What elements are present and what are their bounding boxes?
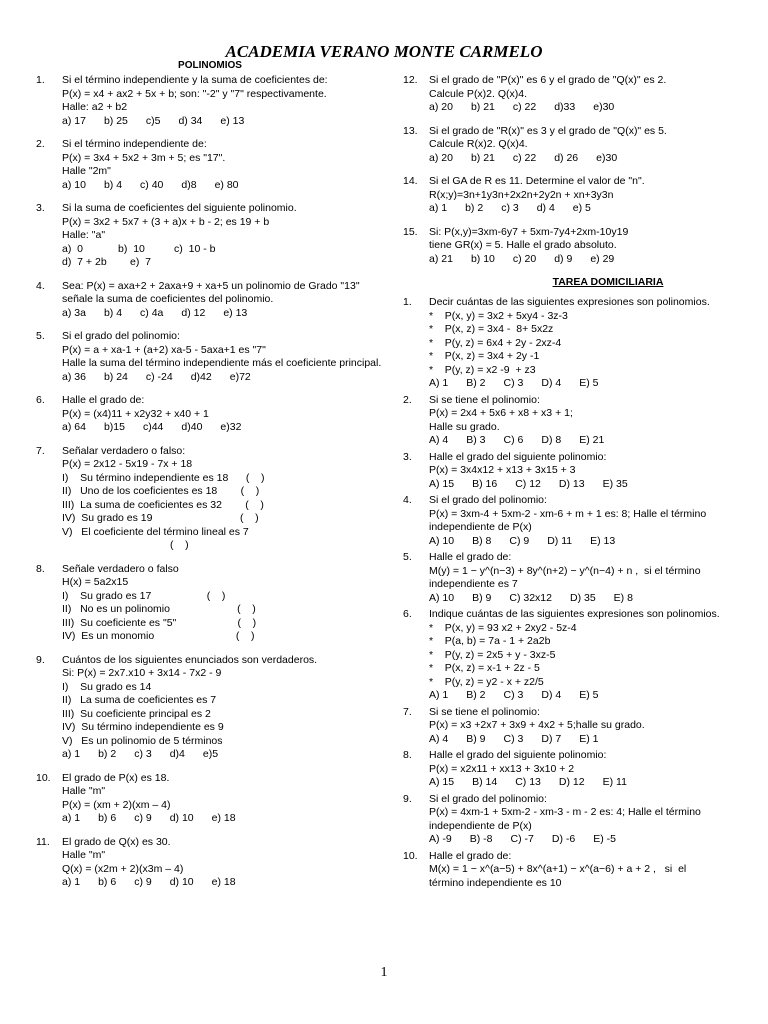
answer-option: A) 10: [429, 591, 455, 604]
answer-option: a) 1: [62, 812, 81, 824]
answer-option: E) -5: [593, 833, 616, 845]
answer-option: c) 3: [134, 748, 152, 760]
question-number: 8.: [36, 562, 45, 575]
question-line: ( ): [62, 539, 189, 551]
question-line: P(x) = 2x12 - 5x19 - 7x + 18: [62, 458, 193, 470]
answer-option: c) -24: [145, 370, 173, 383]
answer-option: C) 3: [503, 377, 524, 389]
answer-option: d) 10: [169, 876, 194, 888]
question: [403, 706, 753, 747]
answer-option: B) 9: [466, 732, 486, 745]
answer-options: [36, 421, 384, 435]
answer-option: a) 3a: [62, 306, 86, 319]
answer-option: a) 20: [429, 101, 453, 113]
answer-options: [403, 833, 753, 847]
question-stem: Si el grado del polinomio:: [429, 494, 547, 506]
question-line: Q(x) = (x2m + 2)(x3m – 4): [62, 862, 184, 875]
answer-option: d) 10: [169, 812, 194, 824]
answer-option: A) 15: [429, 776, 455, 788]
answer-option: a) 64: [62, 421, 86, 433]
question: [403, 394, 753, 448]
answer-option: d) 9: [554, 252, 573, 265]
question: [36, 445, 384, 553]
right-column: [403, 74, 753, 893]
question-line: P(x) = x4 + ax2 + 5x + b; son: "-2" y "7" respectivamente.: [62, 87, 327, 100]
question-number: 7.: [36, 444, 45, 457]
question-number: 1.: [403, 296, 412, 308]
answer-options: [403, 535, 753, 549]
answer-option: e)30: [596, 151, 618, 164]
answer-option: a) 17: [62, 114, 86, 127]
answer-options: [36, 876, 384, 890]
question-number: 3.: [403, 450, 412, 463]
question-line: II) Uno de los coeficientes es 18 ( ): [62, 485, 260, 497]
question: [403, 451, 753, 492]
answer-option: c) 22: [512, 151, 537, 164]
question-line: II) La suma de coeficientes es 7: [62, 694, 217, 706]
answer-option: E) 21: [579, 434, 605, 446]
question-line: Calcule P(x)2. Q(x)4.: [429, 87, 528, 100]
question-number: 10.: [403, 849, 418, 862]
question-line: * P(x, z) = x-1 + 2z - 5: [429, 662, 540, 674]
answer-option: E) 5: [579, 377, 599, 389]
question-number: 6.: [403, 608, 412, 620]
question-stem: El grado de P(x) es 18.: [62, 771, 170, 784]
answer-option: b) 2: [98, 748, 117, 760]
answer-option: D) 13: [558, 477, 585, 490]
answer-option: e)32: [220, 421, 242, 433]
answer-option: e) 5: [572, 202, 591, 214]
answer-option: c)5: [145, 114, 161, 127]
question-number: 13.: [403, 124, 418, 137]
answer-option: d) 34: [178, 114, 203, 127]
section-subtitle: POLINOMIOS: [178, 60, 242, 71]
question-line: P(x) = a + xa-1 + (a+2) xa-5 - 5axa+1 es "7": [62, 343, 266, 356]
question-stem: Si el grado del polinomio:: [62, 330, 180, 342]
answer-option: A) 1: [429, 689, 449, 701]
question-line: * P(x, y) = 3x2 + 5xy4 - 3z-3: [429, 309, 568, 322]
question-line: Halle la suma del término independiente más el coeficiente principal.: [62, 357, 382, 369]
question-stem: El grado de Q(x) es 30.: [62, 835, 171, 848]
answer-option: b)15: [103, 421, 125, 433]
answer-option: b) 6: [98, 876, 117, 888]
question-number: 12.: [403, 74, 418, 86]
question-line: III) Su coeficiente principal es 2: [62, 707, 211, 720]
question: [403, 850, 753, 891]
question-line: III) Su coeficiente es "5" ( ): [62, 616, 257, 629]
answer-option: c) 4a: [140, 306, 164, 319]
question-stem: Si se tiene el polinomio:: [429, 705, 540, 718]
question-line: M(x) = 1 − x^(a−5) + 8x^(a+1) − x^(a−6) + a + 2 , si el: [429, 863, 687, 875]
question-line: IV) Su término independiente es 9: [62, 721, 224, 733]
question-stem: Halle el grado de:: [62, 394, 145, 406]
answer-option: E) 8: [613, 591, 633, 604]
question-line: * P(a, b) = 7a - 1 + 2a2b: [429, 635, 551, 647]
question-stem: Halle el grado del siguiente polinomio:: [429, 450, 607, 463]
question-stem: Halle el grado de:: [429, 551, 512, 563]
answer-option: A) 10: [429, 534, 455, 547]
answer-option: b) 24: [103, 370, 128, 383]
question-line: P(x) = x3 +2x7 + 3x9 + 4x2 + 5;halle su grado.: [429, 719, 645, 731]
question-line: M(y) = 1 − y^(n−3) + 8y^(n+2) − y^(n−4) + n , si el término: [429, 564, 701, 577]
question-stem: Señalar verdadero o falso:: [62, 444, 186, 457]
question: [403, 296, 753, 391]
answer-option: c)44: [142, 421, 164, 433]
answer-option: C) 9: [509, 534, 530, 547]
question-line: Si: P(x) = 2x7.x10 + 3x14 - 7x2 - 9: [62, 667, 222, 679]
question-stem: Señale verdadero o falso: [62, 562, 179, 575]
question-stem: Si: P(x,y)=3xm-6y7 + 5xm-7y4+2xm-10y19: [429, 225, 629, 238]
question-stem: Halle el grado del siguiente polinomio:: [429, 749, 607, 761]
question-line: H(x) = 5a2x15: [62, 576, 129, 588]
question-number: 15.: [403, 225, 418, 238]
answer-options: [36, 179, 384, 193]
question: [403, 551, 753, 605]
answer-option: e) 29: [590, 252, 615, 265]
question-line: P(x) = x2x11 + xx13 + 3x10 + 2: [429, 762, 575, 775]
answer-option: e) 18: [211, 812, 236, 824]
question-line: tiene GR(x) = 5. Halle el grado absoluto.: [429, 239, 617, 251]
answer-option: C) 3: [503, 732, 524, 745]
question: [403, 175, 753, 216]
question-line: P(x) = 2x4 + 5x6 + x8 + x3 + 1;: [429, 407, 573, 419]
answer-option: a) 36: [62, 370, 86, 383]
answer-option: D) -6: [551, 833, 576, 845]
question-stem: Si el grado del polinomio:: [429, 792, 547, 805]
question-number: 1.: [36, 74, 45, 86]
answer-options: [36, 371, 384, 385]
question-line: Halle "m": [62, 785, 106, 797]
answer-options: [403, 478, 753, 492]
question: [403, 494, 753, 548]
question: [403, 608, 753, 703]
question-line: * P(x, y) = 93 x2 + 2xy2 - 5z-4: [429, 621, 577, 634]
question-number: 5.: [36, 330, 45, 342]
question-line: independiente es 7: [429, 578, 518, 590]
question: [36, 138, 384, 192]
question: [403, 125, 753, 166]
answer-option: c) 9: [134, 876, 152, 888]
answer-option: d) 26: [554, 151, 579, 164]
question-stem: Sea: P(x) = axa+2 + 2axa+9 + xa+5 un polinomio de Grado "13" señale la suma de coeficientes del polinomio.: [62, 279, 360, 305]
question-number: 6.: [36, 394, 45, 406]
answer-option: D) 4: [541, 377, 562, 389]
answer-option: d)40: [181, 421, 203, 433]
question-number: 8.: [403, 749, 412, 761]
answer-option: C) 12: [515, 477, 541, 490]
answer-option: B) 3: [466, 434, 486, 446]
question-line: I) Su grado es 14: [62, 680, 152, 693]
answer-options: [36, 748, 384, 762]
answer-option: a) 10: [62, 178, 86, 191]
question-stem: Decir cuántas de las siguientes expresiones son polinomios.: [429, 296, 710, 308]
question-stem: Si el grado de "P(x)" es 6 y el grado de "Q(x)" es 2.: [429, 74, 667, 86]
answer-option: b) 25: [103, 114, 128, 127]
question-line: * P(x, z) = 3x4 - 8+ 5x2z: [429, 323, 554, 335]
question-line: a) 0 b) 10 c) 10 - b: [62, 242, 216, 255]
answer-option: e)30: [593, 101, 615, 113]
left-column: [36, 74, 384, 900]
answer-option: e) 13: [220, 114, 245, 127]
answer-option: e) 18: [211, 876, 236, 888]
question-line: P(x) = 3x4x12 + x13 + 3x15 + 3: [429, 464, 576, 476]
answer-option: E) 35: [602, 477, 628, 490]
question-stem: Si la suma de coeficientes del siguiente polinomio.: [62, 202, 297, 214]
answer-option: d)4: [169, 748, 185, 760]
answer-options: [36, 115, 384, 129]
question-line: P(x) = 3xm-4 + 5xm-2 - xm-6 + m + 1 es: 8; Halle el término independiente de P(x): [429, 507, 710, 533]
question-number: 9.: [403, 792, 412, 805]
question-line: P(x) = 3x4 + 5x2 + 3m + 5; es "17".: [62, 151, 226, 164]
question: [36, 74, 384, 128]
question-number: 10.: [36, 771, 51, 784]
question-line: Calcule R(x)2. Q(x)4.: [429, 138, 528, 150]
answer-option: D) 8: [541, 434, 562, 446]
answer-options: [403, 101, 753, 115]
question-number: 4.: [36, 279, 45, 292]
question: [36, 280, 384, 321]
answer-option: A) 4: [429, 732, 449, 745]
question: [403, 749, 753, 790]
question: [36, 654, 384, 762]
answer-option: c) 22: [512, 101, 537, 113]
answer-option: c) 3: [501, 202, 519, 214]
question-line: P(x) = 4xm-1 + 5xm-2 - xm-3 - m - 2 es: 4; Halle el término independiente de P(x): [429, 806, 704, 832]
answer-option: a) 1: [62, 876, 81, 888]
answer-options: [403, 152, 753, 166]
answer-option: D) 4: [541, 689, 562, 701]
answer-option: b) 4: [103, 306, 123, 319]
question-number: 14.: [403, 175, 418, 187]
question-line: P(x) = 3x2 + 5x7 + (3 + a)x + b - 2; es 19 + b: [62, 215, 270, 228]
question-line: IV) Su grado es 19 ( ): [62, 512, 259, 524]
answer-option: e) 13: [223, 306, 248, 319]
question: [403, 74, 753, 115]
question-line: V) El coeficiente del término lineal es 7: [62, 525, 249, 538]
question: [36, 772, 384, 826]
answer-option: a) 1: [62, 748, 81, 760]
answer-option: c) 20: [512, 252, 537, 265]
question-line: Halle: "a": [62, 229, 106, 241]
question-line: Halle "m": [62, 849, 106, 861]
answer-option: b) 10: [470, 252, 495, 265]
answer-option: e)72: [229, 370, 251, 383]
answer-options: [36, 812, 384, 826]
answer-options: [403, 592, 753, 606]
question-number: 2.: [403, 393, 412, 406]
answer-option: a) 1: [429, 202, 448, 214]
question-line: P(x) = (xm + 2)(xm – 4): [62, 798, 171, 811]
question-stem: Si se tiene el polinomio:: [429, 393, 540, 406]
answer-option: d) 4: [536, 202, 555, 214]
answer-options: [403, 202, 753, 216]
question-stem: Si el grado de "R(x)" es 3 y el grado de "Q(x)" es 5.: [429, 124, 667, 137]
question-stem: Halle el grado de:: [429, 849, 512, 862]
question: [36, 202, 384, 270]
answer-options: [403, 253, 753, 267]
right-questions: [403, 74, 753, 266]
answer-option: A) -9: [429, 833, 452, 845]
page-title: ACADEMIA VERANO MONTE CARMELO: [225, 42, 543, 61]
answer-option: b) 21: [470, 101, 495, 113]
answer-option: e) 80: [214, 178, 239, 191]
answer-option: a) 20: [429, 151, 453, 164]
answer-option: B) 16: [472, 477, 498, 490]
answer-option: D) 35: [569, 591, 596, 604]
answer-options: [403, 776, 753, 790]
question-number: 9.: [36, 653, 45, 666]
question: [403, 226, 753, 267]
question-number: 7.: [403, 705, 412, 718]
question-line: * P(y, z) = 2x5 + y - 3xz-5: [429, 648, 556, 661]
question-line: IV) Es un monomio ( ): [62, 630, 255, 642]
question-stem: Indique cuántas de las siguientes expresiones son polinomios.: [429, 608, 720, 620]
answer-option: b) 21: [470, 151, 495, 164]
answer-option: b) 6: [98, 812, 117, 824]
answer-option: E) 5: [579, 689, 599, 701]
page-number: 1: [380, 965, 388, 980]
answer-option: d)8: [181, 178, 197, 191]
answer-option: d) 12: [181, 306, 206, 319]
question-line: Halle: a2 + b2: [62, 101, 128, 113]
answer-option: D) 12: [558, 776, 585, 788]
question: [403, 793, 753, 847]
question-line: * P(y, z) = 6x4 + 2y - 2xz-4: [429, 336, 562, 349]
answer-option: d)42: [190, 370, 212, 383]
answer-options: [36, 307, 384, 321]
question-number: 4.: [403, 494, 412, 506]
answer-option: b) 2: [465, 202, 484, 214]
answer-options: [403, 689, 753, 703]
question-line: II) No es un polinomio ( ): [62, 603, 256, 615]
question-line: III) La suma de coeficientes es 32 ( ): [62, 498, 264, 511]
answer-option: c) 9: [134, 812, 152, 824]
question-stem: Si el término independiente y la suma de coeficientes de:: [62, 74, 328, 86]
answer-option: D) 7: [541, 732, 562, 745]
answer-option: E) 1: [579, 732, 599, 745]
answer-option: A) 1: [429, 377, 449, 389]
answer-options: [403, 733, 753, 747]
answer-option: C) 13: [515, 776, 541, 788]
question-line: R(x;y)=3n+1y3n+2x2n+2y2n + xn+3y3n: [429, 188, 614, 201]
question-line: I) Su grado es 17 ( ): [62, 589, 226, 602]
question-line: * P(x, z) = 3x4 + 2y -1: [429, 350, 540, 362]
question: [36, 563, 384, 644]
question-line: término independiente es 10: [429, 876, 562, 889]
answer-options: [403, 377, 753, 391]
answer-option: B) 14: [472, 776, 498, 788]
question: [36, 394, 384, 435]
question-line: * P(y, z) = y2 - x + z2/5: [429, 675, 544, 688]
answer-option: C) 3: [503, 689, 524, 701]
question: [36, 330, 384, 384]
answer-option: A) 15: [429, 477, 455, 490]
question-line: Halle "2m": [62, 165, 111, 177]
question-line: V) Es un polinomio de 5 términos: [62, 734, 223, 747]
answer-option: c) 40: [140, 178, 164, 191]
question-line: I) Su término independiente es 18 ( ): [62, 471, 265, 484]
question-number: 5.: [403, 551, 412, 563]
question-number: 3.: [36, 202, 45, 214]
question-line: Halle su grado.: [429, 420, 500, 433]
answer-option: B) 8: [472, 534, 492, 547]
answer-option: D) 11: [547, 534, 573, 547]
question-line: P(x) = (x4)11 + x2y32 + x40 + 1: [62, 407, 209, 420]
question-line: * P(y, z) = x2 -9 + z3: [429, 363, 536, 376]
question-stem: Cuántos de los siguientes enunciados son verdaderos.: [62, 653, 318, 666]
answer-option: A) 4: [429, 434, 449, 446]
homework-questions: [403, 296, 753, 890]
answer-option: B) -8: [469, 833, 493, 845]
answer-option: B) 2: [466, 377, 486, 389]
answer-option: B) 2: [466, 689, 486, 701]
question-number: 2.: [36, 138, 45, 150]
answer-option: C) 32x12: [509, 591, 552, 604]
homework-heading: TAREA DOMICILIARIA: [552, 276, 664, 288]
question-line: d) 7 + 2b e) 7: [62, 256, 152, 268]
question: [36, 836, 384, 890]
question-number: 11.: [36, 835, 50, 848]
question-stem: Si el término independiente de:: [62, 138, 207, 150]
answer-option: b) 4: [103, 178, 123, 191]
answer-option: C) 6: [503, 434, 524, 446]
answer-option: C) -7: [510, 833, 534, 845]
answer-option: E) 11: [602, 776, 627, 788]
answer-option: E) 13: [590, 534, 616, 547]
answer-option: d)33: [554, 101, 576, 113]
answer-option: B) 9: [472, 591, 492, 604]
answer-option: e)5: [202, 748, 219, 760]
answer-option: a) 21: [429, 252, 453, 265]
answer-options: [403, 434, 753, 448]
question-stem: Si el GA de R es 11. Determine el valor de "n".: [429, 175, 645, 187]
